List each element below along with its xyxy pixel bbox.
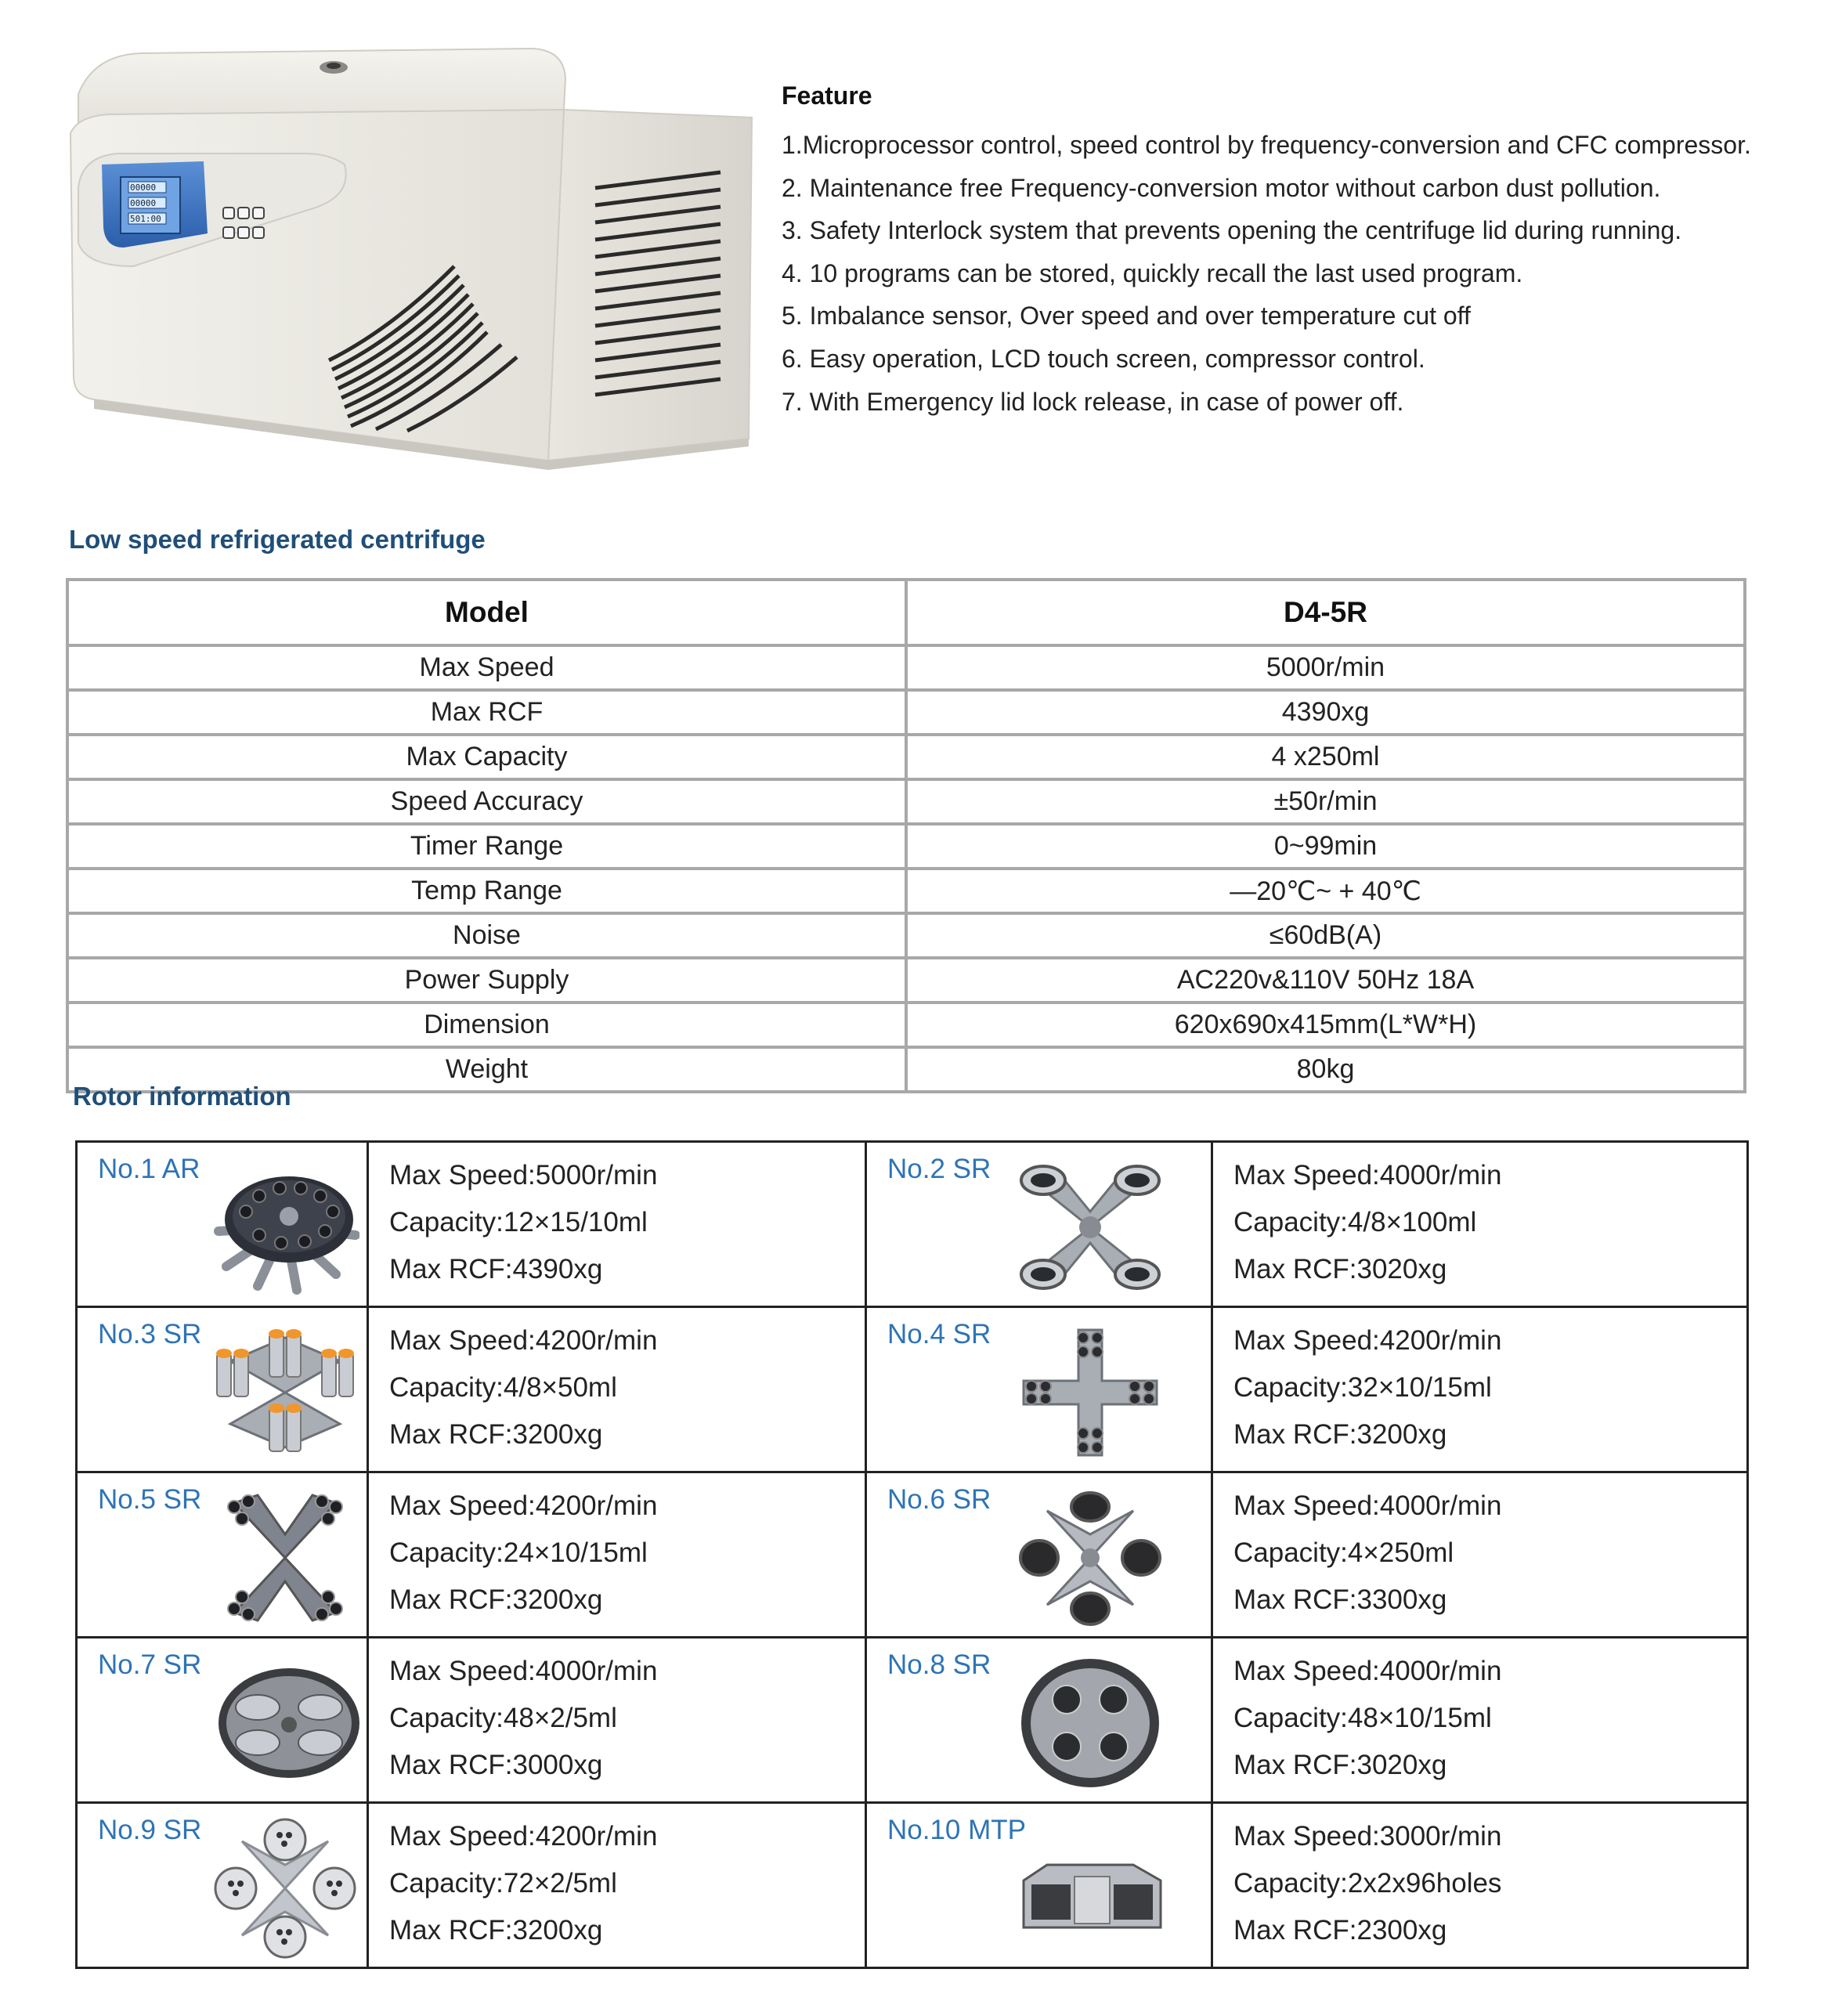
rotor-spec-cell [1212,1307,1748,1472]
rotor-max-rcf: Max RCF:3020xg [1233,1750,1447,1780]
rotor-name: No.8 SR [887,1649,991,1680]
rotor-max-rcf: Max RCF:3020xg [1233,1254,1447,1284]
feature-heading: Feature [782,81,872,110]
table-row [67,645,1745,690]
rotor-image-cell [866,1803,1212,1968]
swing-rotor-image [1016,1487,1165,1628]
spec-value: 80kg [906,1047,1745,1092]
spec-label: Weight [67,1047,906,1092]
rotor-max-rcf: Max RCF:3300xg [1233,1584,1447,1615]
spec-value: 4 x250ml [906,735,1745,779]
rotor-max-speed: Max Speed:4200r/min [389,1821,658,1852]
spec-value: ≤60dB(A) [906,913,1745,958]
table-row [67,735,1745,779]
rotor-capacity: Capacity:48×2/5ml [389,1703,617,1733]
rotor-spec-cell [1212,1638,1748,1803]
feature-item: 2. Maintenance free Frequency-conversion motor without carbon dust pollution. [782,173,1661,202]
table-row [67,1003,1745,1047]
spec-value: 620x690x415mm(L*W*H) [906,1003,1745,1047]
rotor-name: No.7 SR [98,1649,202,1680]
rotor-capacity: Capacity:12×15/10ml [389,1207,648,1237]
rotor-name: No.9 SR [98,1815,202,1845]
feature-list [782,78,1831,423]
table-row [67,913,1745,958]
rotor-image-cell [77,1472,368,1638]
rotor-spec-cell [368,1638,866,1803]
spec-value: AC220v&110V 50Hz 18A [906,958,1745,1003]
feature-item: 7. With Emergency lid lock release, in case of power off. [782,387,1404,416]
spec-value: 0~99min [906,824,1745,869]
table-row [67,869,1745,913]
spec-table [66,578,1746,1093]
spec-label: Max RCF [67,690,906,735]
rotor-capacity: Capacity:48×10/15ml [1233,1703,1492,1733]
rotor-max-speed: Max Speed:4000r/min [1233,1490,1502,1521]
rotor-max-rcf: Max RCF:3000xg [389,1750,603,1780]
spec-label: Temp Range [67,869,906,913]
rotor-image-cell [77,1307,368,1472]
spec-label: Power Supply [67,958,906,1003]
spec-header-label: Model [67,580,906,645]
rotor-max-speed: Max Speed:4200r/min [389,1490,658,1521]
table-row [77,1803,1748,1968]
rotor-spec-cell [368,1803,866,1968]
rotor-spec-cell [1212,1803,1748,1968]
svg-text:00000: 00000 [130,198,157,208]
rotor-image-cell [866,1142,1212,1307]
feature-item: 6. Easy operation, LCD touch screen, compressor control. [782,344,1425,373]
table-row [77,1472,1748,1638]
feature-item: 3. Safety Interlock system that prevents opening the centrifuge lid during running. [782,216,1682,245]
rotor-max-rcf: Max RCF:4390xg [389,1254,603,1284]
swing-rotor-image [211,1322,359,1463]
rotor-name: No.2 SR [887,1154,991,1184]
table-row [67,690,1745,735]
rotor-image-cell [77,1803,368,1968]
table-row [67,1047,1745,1092]
spec-table-header [67,580,1745,645]
svg-text:00000: 00000 [130,182,157,193]
feature-item: 5. Imbalance sensor, Over speed and over temperature cut off [782,302,1471,331]
table-row [67,779,1745,824]
spec-label: Dimension [67,1003,906,1047]
swing-rotor-image [1016,1322,1165,1463]
swing-rotor-image [211,1487,359,1628]
rotor-capacity: Capacity:4×250ml [1233,1537,1454,1568]
rotor-spec-cell [368,1472,866,1638]
bowl-rotor-image [1016,1653,1165,1794]
rotor-max-speed: Max Speed:4200r/min [389,1325,658,1356]
rotor-capacity: Capacity:2x2x96holes [1233,1868,1502,1899]
table-row [77,1142,1748,1307]
spec-label: Noise [67,913,906,958]
spec-value: 5000r/min [906,645,1745,690]
rotor-capacity: Capacity:4/8×50ml [389,1372,617,1403]
rotor-name: No.5 SR [98,1484,202,1515]
rotor-max-speed: Max Speed:4000r/min [389,1656,658,1686]
rotor-name: No.3 SR [98,1319,202,1349]
rotor-max-speed: Max Speed:4200r/min [1233,1325,1502,1356]
rotor-capacity: Capacity:24×10/15ml [389,1537,648,1568]
spec-label: Speed Accuracy [67,779,906,824]
svg-text:501:00: 501:00 [130,214,161,224]
rotor-max-speed: Max Speed:4000r/min [1233,1160,1502,1190]
spec-section-title: Low speed refrigerated centrifuge [69,525,486,554]
centrifuge-product-image [47,31,768,486]
spec-label: Max Capacity [67,735,906,779]
spec-value: —20℃~ + 40℃ [906,869,1745,913]
rotor-max-rcf: Max RCF:3200xg [389,1584,603,1615]
rotor-name: No.1 AR [98,1154,200,1184]
table-row [77,1638,1748,1803]
swing-rotor-image [1016,1157,1165,1298]
rotor-image-cell [77,1142,368,1307]
rotor-max-speed: Max Speed:4000r/min [1233,1656,1502,1686]
rotor-max-rcf: Max RCF:2300xg [1233,1915,1447,1946]
rotor-capacity: Capacity:32×10/15ml [1233,1372,1492,1403]
rotor-max-speed: Max Speed:3000r/min [1233,1821,1502,1852]
rotor-max-rcf: Max RCF:3200xg [389,1419,603,1450]
rotor-max-rcf: Max RCF:3200xg [1233,1419,1447,1450]
table-row [77,1307,1748,1472]
bowl-rotor-image [211,1653,359,1794]
rotor-spec-cell [1212,1472,1748,1638]
spec-label: Timer Range [67,824,906,869]
rotor-image-cell [866,1472,1212,1638]
rotor-table [75,1140,1749,1969]
rotor-name: No.10 MTP [887,1815,1026,1845]
rotor-spec-cell [368,1142,866,1307]
rotor-section-title: Rotor information [73,1082,291,1111]
swing-rotor-image [211,1818,359,1959]
spec-label: Max Speed [67,645,906,690]
feature-item: 4. 10 programs can be stored, quickly recall the last used program. [782,258,1523,287]
rotor-image-cell [866,1638,1212,1803]
spec-value: ±50r/min [906,779,1745,824]
rotor-name: No.6 SR [887,1484,991,1515]
spec-header-value: D4-5R [906,580,1745,645]
rotor-capacity: Capacity:72×2/5ml [389,1868,617,1899]
rotor-spec-cell [1212,1142,1748,1307]
rotor-max-rcf: Max RCF:3200xg [389,1915,603,1946]
plate-rotor-image [1016,1818,1165,1959]
table-row [67,958,1745,1003]
angle-rotor-image [211,1157,359,1298]
rotor-spec-cell [368,1307,866,1472]
rotor-image-cell [866,1307,1212,1472]
feature-item: 1.Microprocessor control, speed control by frequency-conversion and CFC compressor. [782,131,1751,159]
rotor-capacity: Capacity:4/8×100ml [1233,1207,1477,1237]
spec-value: 4390xg [906,690,1745,735]
rotor-name: No.4 SR [887,1319,991,1349]
rotor-max-speed: Max Speed:5000r/min [389,1160,658,1190]
table-row [67,824,1745,869]
rotor-image-cell [77,1638,368,1803]
